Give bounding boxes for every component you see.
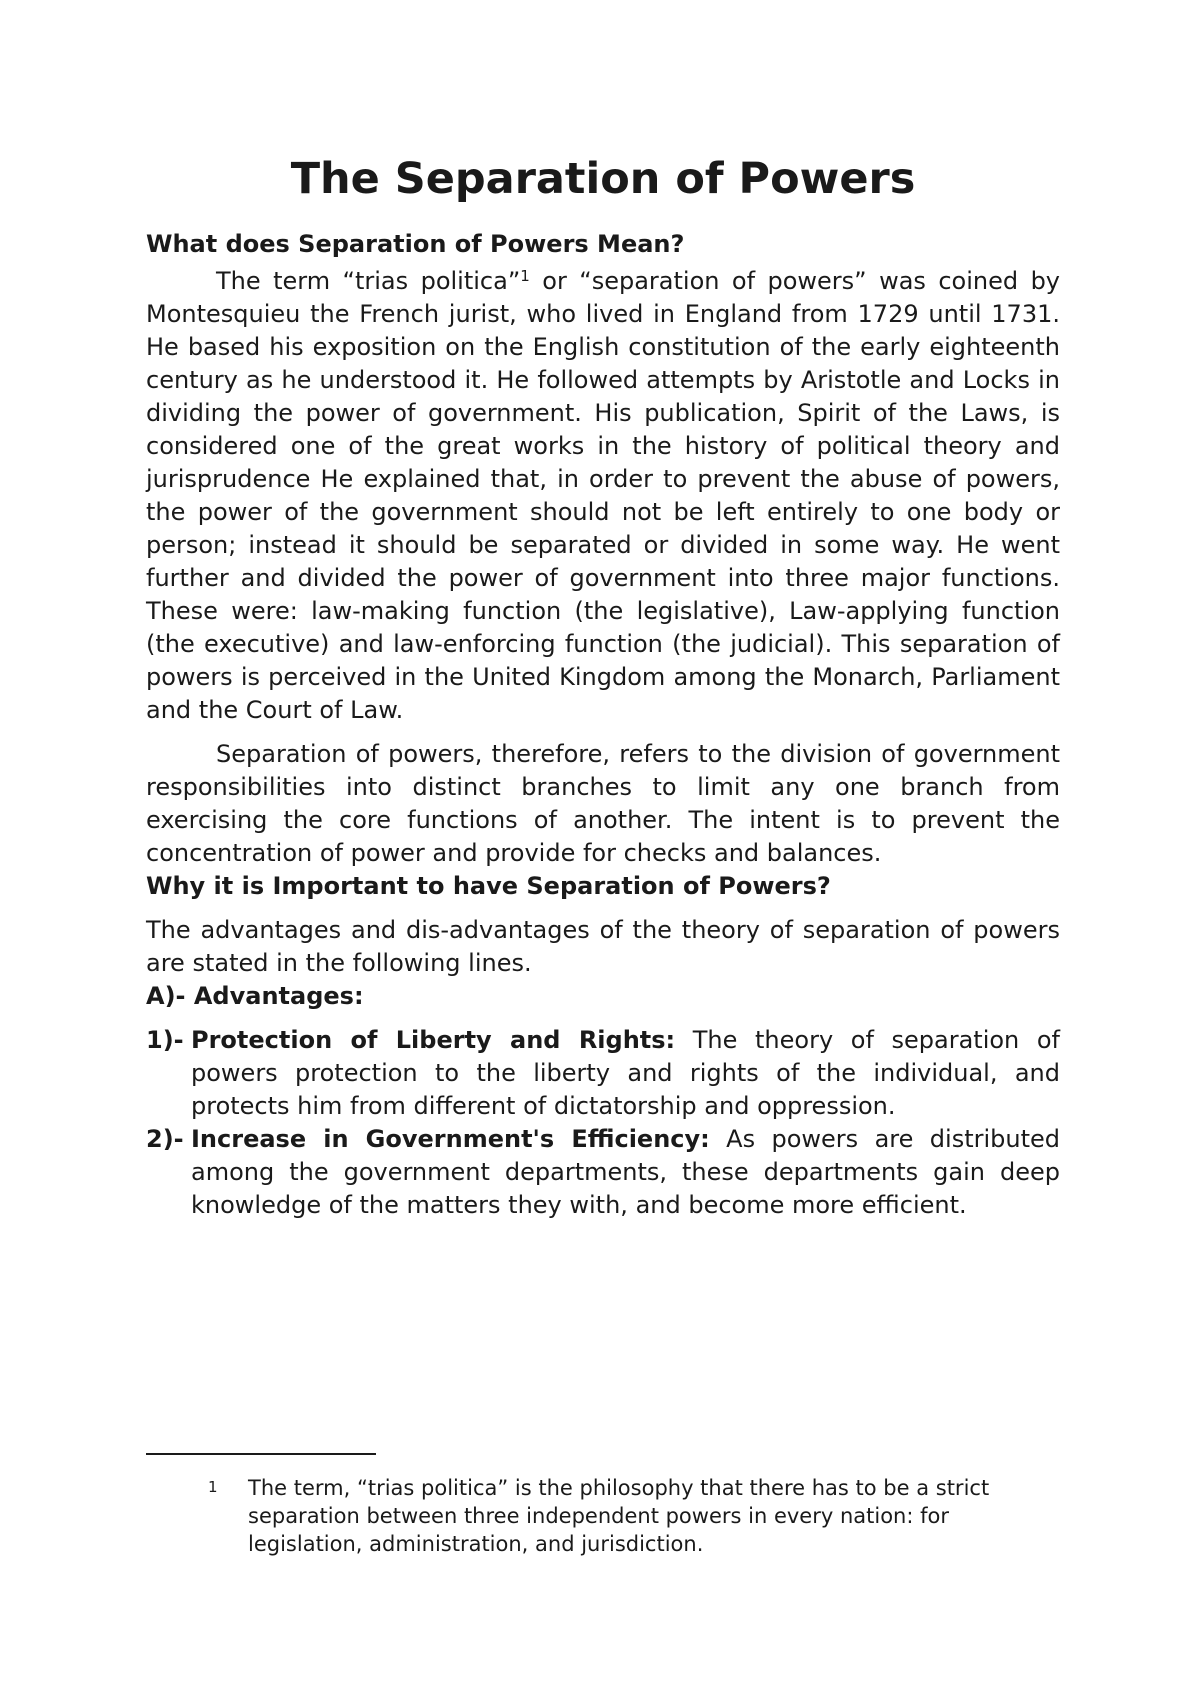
- paragraph-definition: [146, 265, 1060, 727]
- list-item: [146, 1123, 1060, 1222]
- section-heading-importance: Why it is Important to have Separation of Powers?: [146, 872, 831, 900]
- paragraph-definition-body: or “separation of powers” was coined by Montesquieu the French jurist, who lived in England from 1729 until 1731. He based his exposition on the English constitution of the early eighteenth century as he understood it. He followed attempts by Aristotle and Locks in dividing the power of government. His publication, Spirit of the Laws, is considered one of the great works in the history of political theory and jurisprudence He explained that, in order to prevent the abuse of powers, the power of the government should not be left entirely to one body or person; instead it should be separated or divided in some way. He went further and divided the power of government into three major functions. These were: law-making function (the legislative), Law-applying function (the executive) and law-enforcing function (the judicial). This separation of powers is perceived in the United Kingdom among the Monarch, Parliament and the Court of Law.: [146, 267, 1061, 724]
- list-item-text: The theory of separation of powers protection to the liberty and rights of the individual, and protects him from different of dictatorship and oppression.: [191, 1026, 1060, 1120]
- list-item-text: As powers are distributed among the government departments, these departments gain deep knowledge of the matters they with, and become more efficient.: [191, 1125, 1060, 1219]
- list-item-lead: Protection of Liberty and Rights:: [191, 1026, 676, 1054]
- section-heading-meaning: What does Separation of Powers Mean?: [146, 230, 685, 258]
- page-title: The Separation of Powers: [290, 154, 916, 204]
- list-item-number: 2)-: [146, 1125, 184, 1153]
- paragraph-definition-lead: The term “trias politica”: [216, 267, 521, 295]
- list-item-lead: Increase in Government's Efficiency:: [191, 1125, 710, 1153]
- footnote-divider: [146, 1453, 376, 1455]
- paragraph-summary: Separation of powers, therefore, refers to the division of government responsibilities into distinct branches to limit any one branch from exercising the core functions of another. The intent is to prevent the concentration of power and provide for checks and balances.: [146, 740, 1060, 867]
- list-item-number: 1)-: [146, 1026, 184, 1054]
- advantages-heading: A)- Advantages:: [146, 982, 364, 1010]
- footnote-reference: 1: [520, 267, 530, 285]
- document-body: [146, 150, 1060, 1222]
- footnote-number: 1: [208, 1478, 218, 1496]
- footnote-text: The term, “trias politica” is the philosophy that there has to be a strict separation between three independent powers in every nation: for legislation, administration, and jurisdiction.: [248, 1476, 990, 1556]
- paragraph-intro: The advantages and dis-advantages of the theory of separation of powers are stated in the following lines.: [146, 916, 1060, 977]
- list-item: [146, 1024, 1060, 1123]
- footnote: [208, 1474, 998, 1558]
